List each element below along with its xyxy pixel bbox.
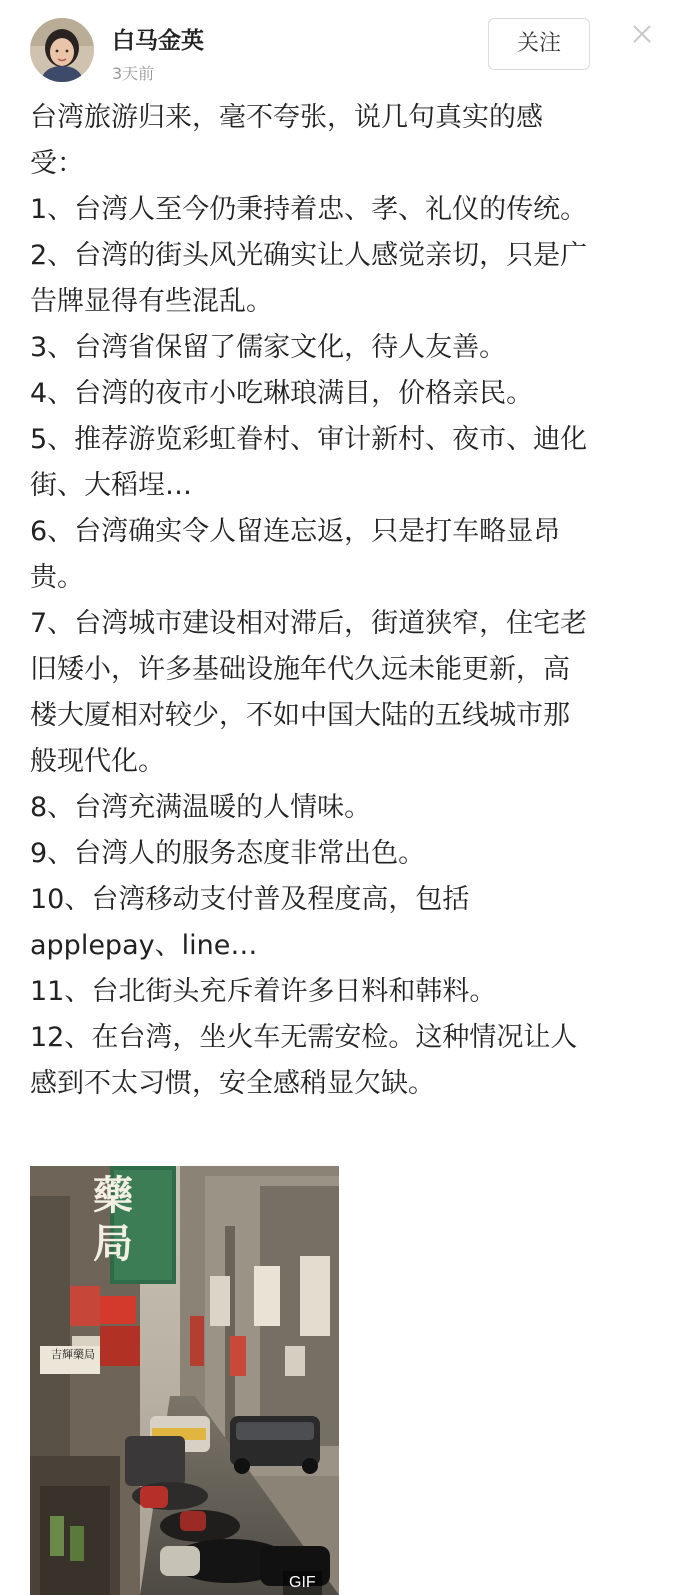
post-text-line: applepay、line… [30,930,258,961]
post-text-line: 台湾旅游归来，毫不夸张，说几句真实的感 [30,102,543,133]
post-text-line: 12、在台湾，坐火车无需安检。这种情况让人 [30,1022,578,1053]
post-text-line: 7、台湾城市建设相对滞后，街道狭窄，住宅老 [30,608,588,639]
post-text-line: 11、台北街头充斥着许多日料和韩料。 [30,976,497,1007]
follow-button[interactable]: 关注 [488,18,590,70]
image-sign-small: 吉輝藥局 [51,1348,95,1361]
gif-badge: GIF [283,1571,322,1595]
post-text-line: 1、台湾人至今仍秉持着忠、孝、礼仪的传统。 [30,194,588,225]
post-text-line: 贵。 [30,562,84,593]
post-text-line: 2、台湾的街头风光确实让人感觉亲切，只是广 [30,240,588,271]
post-text-line: 楼大厦相对较少，不如中国大陆的五线城市那 [30,700,570,731]
post-text-line: 告牌显得有些混乱。 [30,286,273,317]
avatar[interactable] [30,18,94,82]
author-name[interactable]: 白马金英 [112,28,204,54]
post-text-line: 10、台湾移动支付普及程度高，包括 [30,884,470,915]
post-text-line: 3、台湾省保留了儒家文化，待人友善。 [30,332,507,363]
post-timestamp: 3天前 [112,64,155,83]
post-text-line: 般现代化。 [30,746,165,777]
close-icon[interactable] [630,22,654,46]
post-text-line: 街、大稻埕… [30,470,192,501]
post-text-line: 4、台湾的夜市小吃琳琅满目，价格亲民。 [30,378,534,409]
post-image[interactable] [30,1166,339,1595]
post-text-line: 感到不太习惯，安全感稍显欠缺。 [30,1068,435,1099]
post-text-line: 6、台湾确实令人留连忘返，只是打车略显昂 [30,516,561,547]
post-text-line: 5、推荐游览彩虹眷村、审计新村、夜市、迪化 [30,424,588,455]
post-text-line: 旧矮小，许多基础设施年代久远未能更新，高 [30,654,570,685]
post-text-line: 9、台湾人的服务态度非常出色。 [30,838,426,869]
post-text [30,95,664,1107]
post-text-line: 受： [30,148,84,179]
post-text-line: 8、台湾充满温暖的人情味。 [30,792,372,823]
image-sign-main: 藥局 [93,1172,133,1267]
post-header [0,0,690,96]
